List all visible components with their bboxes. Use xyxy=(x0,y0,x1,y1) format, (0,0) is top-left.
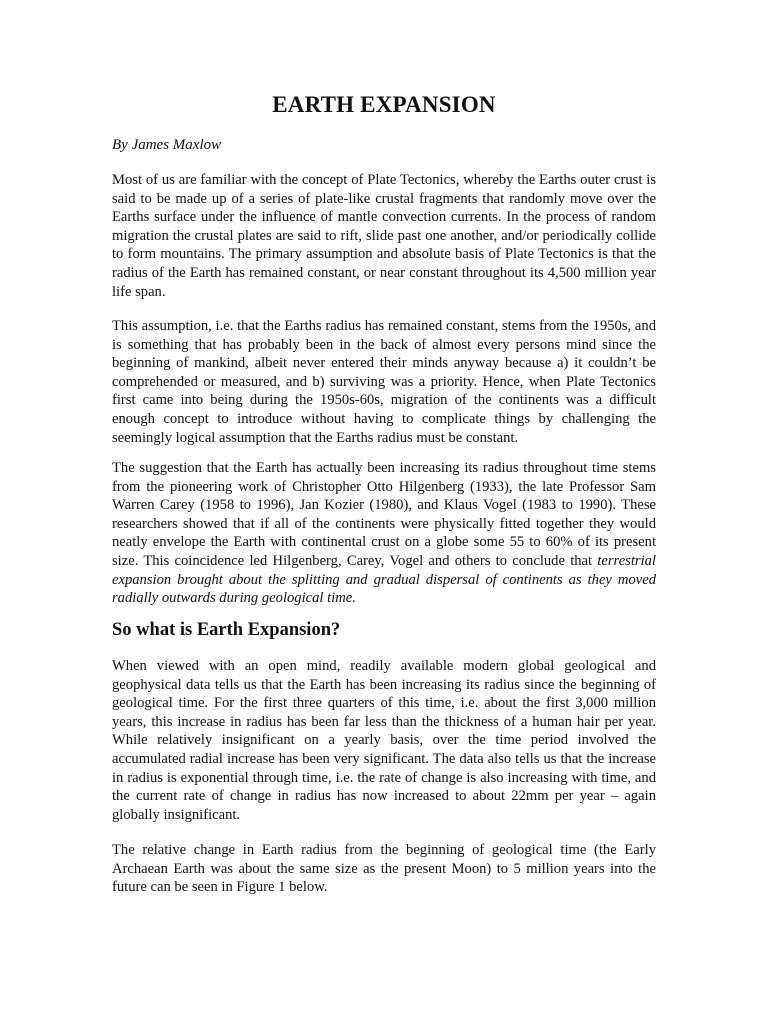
author-byline: By James Maxlow xyxy=(112,137,222,153)
document-title: EARTH EXPANSION xyxy=(272,92,496,117)
paragraph-text: The suggestion that the Earth has actually been increasing its radius throughout time stems from the pioneering work of Christopher Otto Hilgenberg (1933), the late Professor Sam Warren Carey (1958 to 1996), Jan Kozier (1980), and Klaus Vogel (1983 to 1990). These researchers showed that if all of the continents were physically fitted together they would neatly envelope the Earth with continental crust on a globe some 55 to 60% of its present size. This coincidence led Hilgenberg, Carey, Vogel and others to conclude that xyxy=(112,460,656,569)
paragraph-figure-reference: The relative change in Earth radius from the beginning of geological time (the Early Archaean Earth was about the same size as the present Moon) to 5 million years into the future can be seen in Figure 1 below. xyxy=(112,842,656,896)
paragraph-radius-increase: When viewed with an open mind, readily available modern global geological and geophysical data tells us that the Earth has been increasing its radius since the beginning of geological time. For the first three quarters of this time, i.e. about the first 3,000 million years, this increase in radius has been far less than the thickness of a human hair per year. While relatively insignificant on a yearly basis, over the time period involved the accumulated radial increase has been very significant. The data also tells us that the increase in radius is exponential through time, i.e. the rate of change is also increasing with time, and the current rate of change in radius has now increased to about 22mm per year – again globally insignificant. xyxy=(112,658,656,823)
paragraph-constant-radius-assumption: This assumption, i.e. that the Earths radius has remained constant, stems from the 1950s, and is something that has probably been in the back of almost every persons mind since the beginning of mankind, albeit never entered their minds anyway because a) it couldn’t be comprehended or measured, and b) surviving was a priority. Hence, when Plate Tectonics first came into being during the 1950s-60s, migration of the continents was a difficult enough concept to introduce without having to complicate things by challenging the seemingly logical assumption that the Earths radius must be constant. xyxy=(112,318,656,446)
paragraph-expansion-pioneers xyxy=(112,459,656,608)
paragraph-italic-conclusion: terrestrial expansion brought about the splitting and gradual dispersal of continents as they moved radially outwards during geological time. xyxy=(112,552,656,607)
paragraph-plate-tectonics: Most of us are familiar with the concept of Plate Tectonics, whereby the Earths outer crust is said to be made up of a series of plate-like crustal fragments that randomly move over the Earths surface under the influence of mantle convection currents. In the process of random migration the crustal plates are said to rift, slide past one another, and/or periodically collide to form mountains. The primary assumption and absolute basis of Plate Tectonics is that the radius of the Earth has remained constant, or near constant throughout its 4,500 million year life span. xyxy=(112,172,656,300)
section-heading: So what is Earth Expansion? xyxy=(112,620,341,640)
